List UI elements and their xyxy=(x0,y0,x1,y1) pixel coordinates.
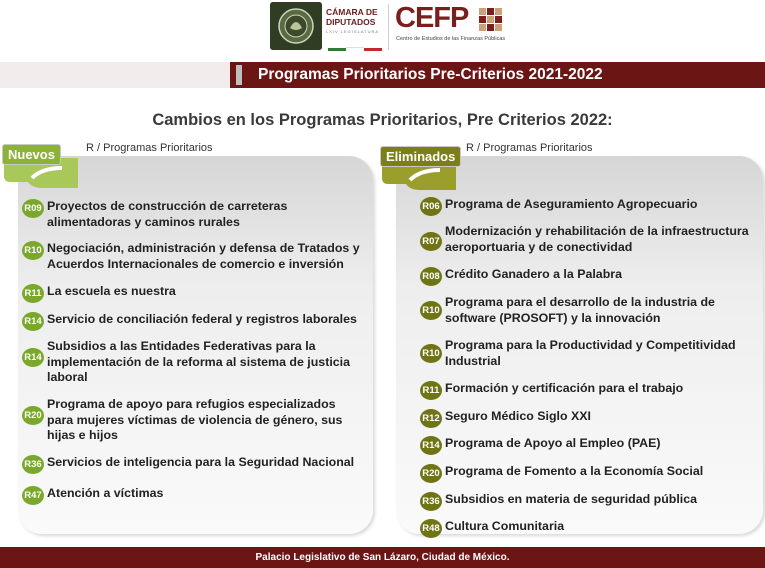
program-name: Programa de Apoyo al Empleo (PAE) xyxy=(445,436,661,450)
program-code-badge: R10 xyxy=(420,344,442,363)
title-marker xyxy=(236,65,242,85)
nuevos-item xyxy=(22,312,362,331)
program-name: Servicio de conciliación federal y registros laborales xyxy=(47,312,357,326)
program-name: Programa de Aseguramiento Agropecuario xyxy=(445,197,698,211)
program-name: Seguro Médico Siglo XXI xyxy=(445,409,591,423)
program-code-badge: R20 xyxy=(22,406,44,425)
eliminados-item xyxy=(420,224,755,255)
nuevos-item xyxy=(22,241,362,272)
program-code-badge: R20 xyxy=(420,464,442,483)
program-name: Cultura Comunitaria xyxy=(445,519,565,533)
nuevos-item xyxy=(22,199,362,230)
program-name: Modernización y rehabilitación de la infraestructura aeroportuaria y de conectividad xyxy=(445,224,749,254)
nuevos-item xyxy=(22,397,362,444)
eliminados-item xyxy=(420,267,755,286)
camara-line2: DIPUTADOS xyxy=(326,17,376,27)
camara-line1: CÁMARA DE xyxy=(326,7,378,17)
program-code-badge: R07 xyxy=(420,232,442,251)
page-title: Programas Prioritarios Pre-Criterios 2021-2022 xyxy=(258,66,603,83)
program-code-badge: R48 xyxy=(420,519,442,538)
program-code-badge: R47 xyxy=(22,486,44,505)
nuevos-item xyxy=(22,486,362,505)
eliminados-item xyxy=(420,519,755,538)
nuevos-item xyxy=(22,455,372,474)
program-code-badge: R09 xyxy=(22,199,44,218)
eliminados-item xyxy=(420,338,755,369)
cefp-subtitle: Centro de Estudios de las Finanzas Públicas xyxy=(396,36,506,42)
program-code-badge: R36 xyxy=(420,492,442,511)
header xyxy=(0,0,765,58)
title-bar-left-band xyxy=(0,62,230,88)
eliminados-item xyxy=(420,409,755,428)
program-code-badge: R11 xyxy=(420,381,442,400)
footer: Palacio Legislativo de San Lázaro, Ciudad de México. xyxy=(0,547,765,568)
nuevos-item xyxy=(22,339,362,386)
page-subtitle: Cambios en los Programas Prioritarios, Pre Criterios 2022: xyxy=(152,111,613,129)
program-name: Programa de apoyo para refugios especializados para mujeres víctimas de violencia de género, sus hijas e hijos xyxy=(47,397,343,442)
header-divider xyxy=(388,4,389,50)
program-code-badge: R12 xyxy=(420,409,442,428)
nuevos-caption: R / Programas Prioritarios xyxy=(86,142,213,154)
cefp-grid-icon xyxy=(479,8,503,32)
flag-stripe xyxy=(328,38,383,41)
eliminados-item xyxy=(420,381,755,400)
camara-seal-logo xyxy=(270,2,322,50)
tab-eliminados: Eliminados xyxy=(380,146,461,167)
camara-legislature: LXIV LEGISLATURA xyxy=(326,29,380,34)
program-name: Subsidios a las Entidades Federativas para la implementación de la reforma al sistema de justicia laboral xyxy=(47,339,350,384)
program-name: Servicios de inteligencia para la Seguridad Nacional xyxy=(47,455,355,469)
program-name: Atención a víctimas xyxy=(47,486,164,500)
program-name: Negociación, administración y defensa de Tratados y Acuerdos Internacionales de comercio e inversión xyxy=(47,241,360,271)
eliminados-caption: R / Programas Prioritarios xyxy=(466,142,593,154)
program-name: Programa para el desarrollo de la industria de software (PROSOFT) y la innovación xyxy=(445,295,715,325)
program-name: Subsidios en materia de seguridad pública xyxy=(445,492,698,506)
program-code-badge: R08 xyxy=(420,267,442,286)
eliminados-item xyxy=(420,197,755,216)
program-code-badge: R14 xyxy=(420,436,442,455)
program-code-badge: R10 xyxy=(22,241,44,260)
program-code-badge: R10 xyxy=(420,301,442,320)
nuevos-item xyxy=(22,284,362,303)
program-name: Proyectos de construcción de carreteras alimentadoras y caminos rurales xyxy=(47,199,288,229)
program-name: La escuela es nuestra xyxy=(47,284,176,298)
program-name: Programa de Fomento a la Economía Social xyxy=(445,464,704,478)
eliminados-item xyxy=(420,464,755,483)
title-bar-main xyxy=(230,62,765,88)
cefp-logo: CEFP xyxy=(395,2,469,34)
program-name: Programa para la Productividad y Competitividad Industrial xyxy=(445,338,736,368)
eliminados-item xyxy=(420,492,755,511)
eliminados-item xyxy=(420,295,755,326)
program-name: Crédito Ganadero a la Palabra xyxy=(445,267,622,281)
tab-nuevos: Nuevos xyxy=(2,144,61,165)
eliminados-item xyxy=(420,436,755,455)
camara-logo-text xyxy=(326,7,384,37)
title-bar xyxy=(0,62,765,88)
program-code-badge: R14 xyxy=(22,312,44,331)
program-code-badge: R14 xyxy=(22,348,44,367)
program-name: Formación y certificación para el trabajo xyxy=(445,381,684,395)
program-code-badge: R06 xyxy=(420,197,442,216)
program-code-badge: R11 xyxy=(22,284,44,303)
program-code-badge: R36 xyxy=(22,455,44,474)
